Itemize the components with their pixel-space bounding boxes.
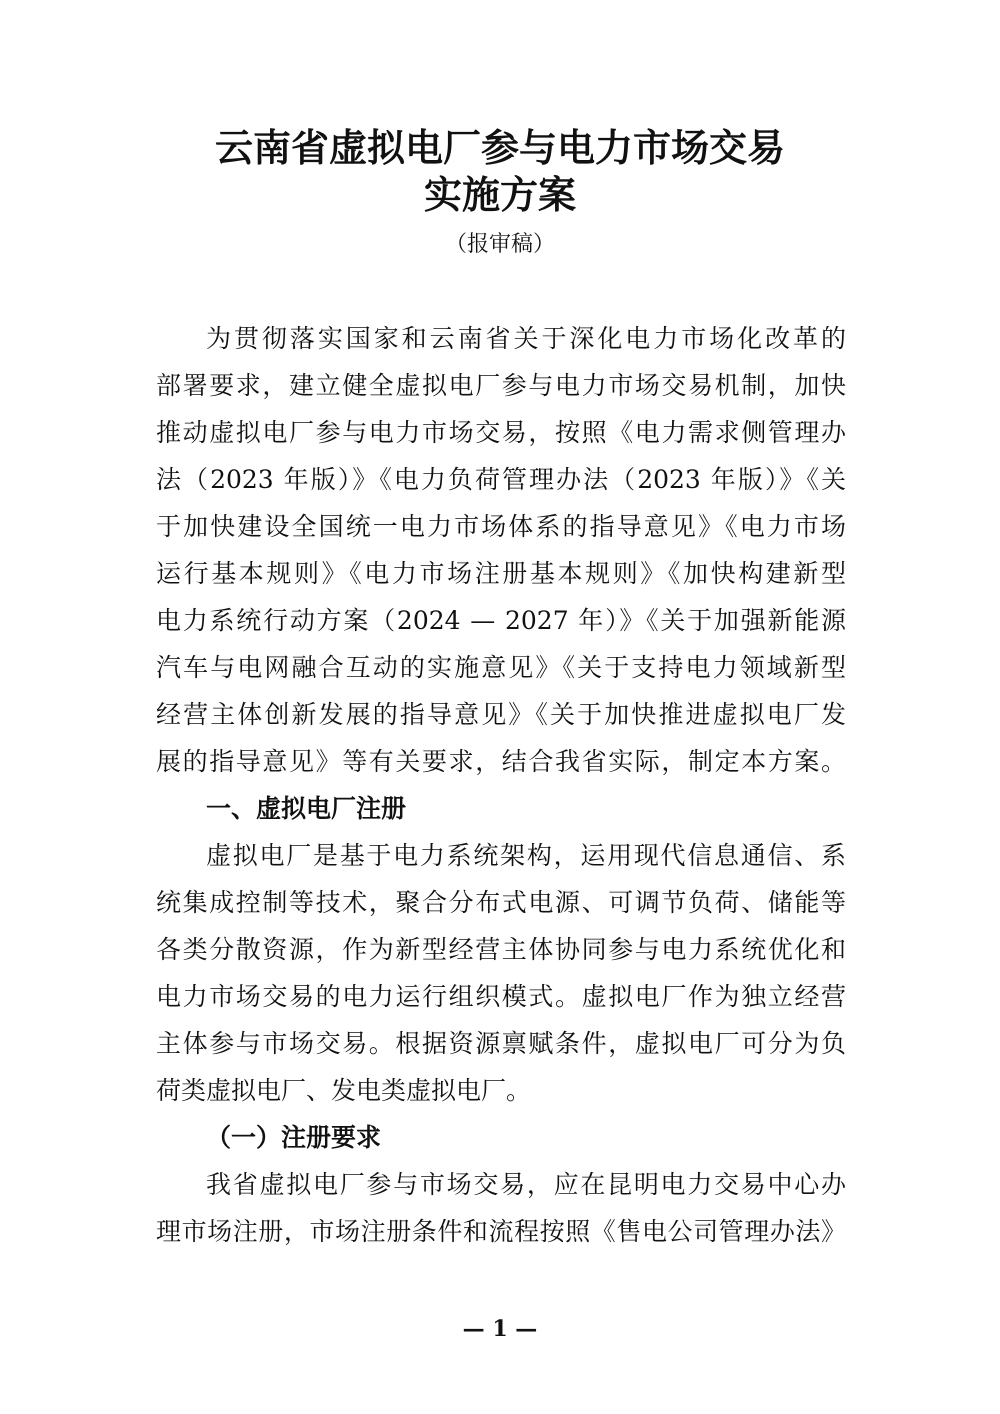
intro-line: 于加快建设全国统一电力市场体系的指导意见》《电力市场 [156,512,846,541]
intro-line: 部署要求，建立健全虚拟电厂参与电力市场交易机制，加快 [156,371,846,400]
document-subtitle: （报审稿） [444,232,555,257]
section-heading: 一、虚拟电厂注册 [206,794,407,823]
section-line: 荷类虚拟电厂、发电类虚拟电厂。 [156,1076,532,1105]
subsection-line: 我省虚拟电厂参与市场交易，应在昆明电力交易中心办 [206,1170,846,1199]
section-line: 各类分散资源，作为新型经营主体协同参与电力系统优化和 [156,935,846,964]
section-line: 统集成控制等技术，聚合分布式电源、可调节负荷、储能等 [156,888,846,917]
intro-line: 汽车与电网融合互动的实施意见》《关于支持电力领域新型 [156,653,846,682]
intro-line: 为贯彻落实国家和云南省关于深化电力市场化改革的 [206,324,846,353]
page-number: — 1 — [462,1316,538,1342]
intro-line: 法（2023 年版）》《电力负荷管理办法（2023 年版）》《关 [156,465,846,494]
section-line: 电力市场交易的电力运行组织模式。虚拟电厂作为独立经营 [156,982,846,1011]
section-line: 虚拟电厂是基于电力系统架构，运用现代信息通信、系 [206,841,846,870]
subsection-line: 理市场注册，市场注册条件和流程按照《售电公司管理办法》 [156,1217,846,1246]
document-title-line-2: 实施方案 [423,173,576,217]
intro-line: 运行基本规则》《电力市场注册基本规则》《加快构建新型 [156,559,846,588]
intro-line: 经营主体创新发展的指导意见》《关于加快推进虚拟电厂发 [156,700,846,729]
section-line: 主体参与市场交易。根据资源禀赋条件，虚拟电厂可分为负 [156,1029,846,1058]
intro-line: 推动虚拟电厂参与电力市场交易，按照《电力需求侧管理办 [156,418,846,447]
document-title-line-1: 云南省虚拟电厂参与电力市场交易 [214,126,785,170]
subsection-heading: （一）注册要求 [206,1123,382,1152]
intro-line: 展的指导意见》等有关要求，结合我省实际，制定本方案。 [156,747,846,776]
intro-line: 电力系统行动方案（2024 — 2027 年）》《关于加强新能源 [156,606,846,635]
